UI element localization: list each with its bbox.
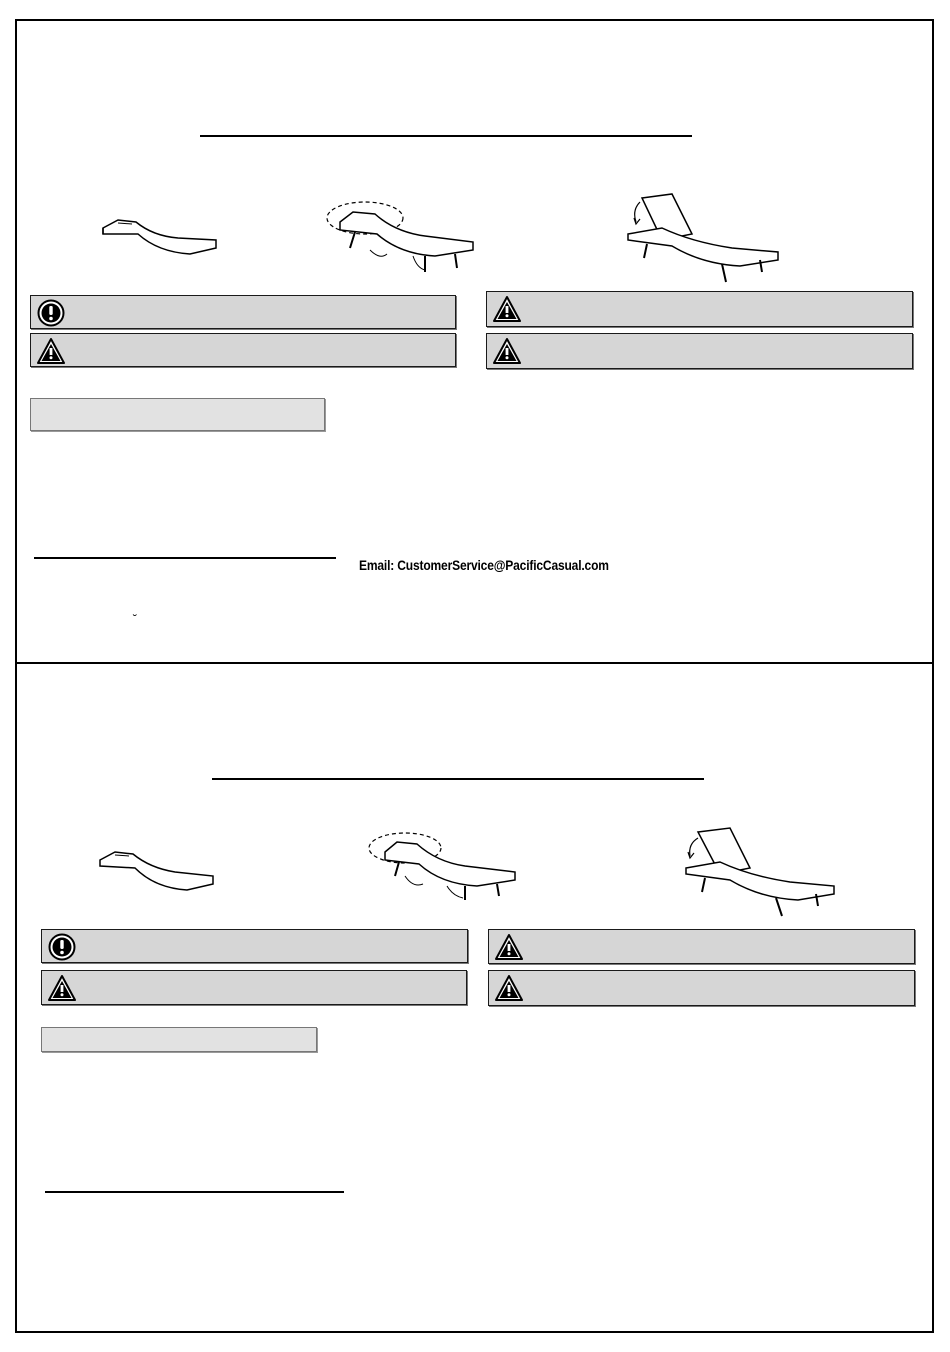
warning-bar-7 (488, 970, 915, 1006)
lounger-cushion-illustration (365, 826, 520, 908)
lounger-raised-illustration (622, 192, 782, 287)
warning-triangle-icon (495, 933, 523, 961)
warning-bar-6 (488, 929, 915, 964)
warning-bar-1 (30, 333, 456, 367)
customer-service-email: Email: CustomerService@PacificCasual.com (359, 557, 609, 573)
warning-bar-5 (41, 970, 467, 1005)
lounger-cushion-illustration (325, 198, 480, 280)
contact-underline-top (34, 557, 336, 559)
exclamation-circle-icon (48, 933, 76, 961)
warning-triangle-icon (493, 295, 521, 323)
warning-bar-3 (486, 333, 913, 369)
exclamation-circle-icon (37, 299, 65, 327)
section-heading-box (30, 398, 325, 431)
cushion-illustration (98, 208, 223, 268)
cushion-illustration (95, 848, 220, 898)
contact-underline-bottom (45, 1191, 344, 1193)
warning-triangle-icon (37, 337, 65, 365)
caution-bar-4 (41, 929, 468, 963)
section-heading-box (41, 1027, 317, 1052)
title-underline-top (200, 135, 692, 137)
warning-triangle-icon (495, 974, 523, 1002)
section-divider (15, 662, 934, 664)
lounger-raised-illustration (680, 826, 840, 921)
warning-triangle-icon (48, 974, 76, 1002)
warning-triangle-icon (493, 337, 521, 365)
breve-mark: ˘ (133, 612, 137, 626)
caution-bar-1 (30, 295, 456, 329)
title-underline-bottom (212, 778, 704, 780)
warning-bar-2 (486, 291, 913, 327)
